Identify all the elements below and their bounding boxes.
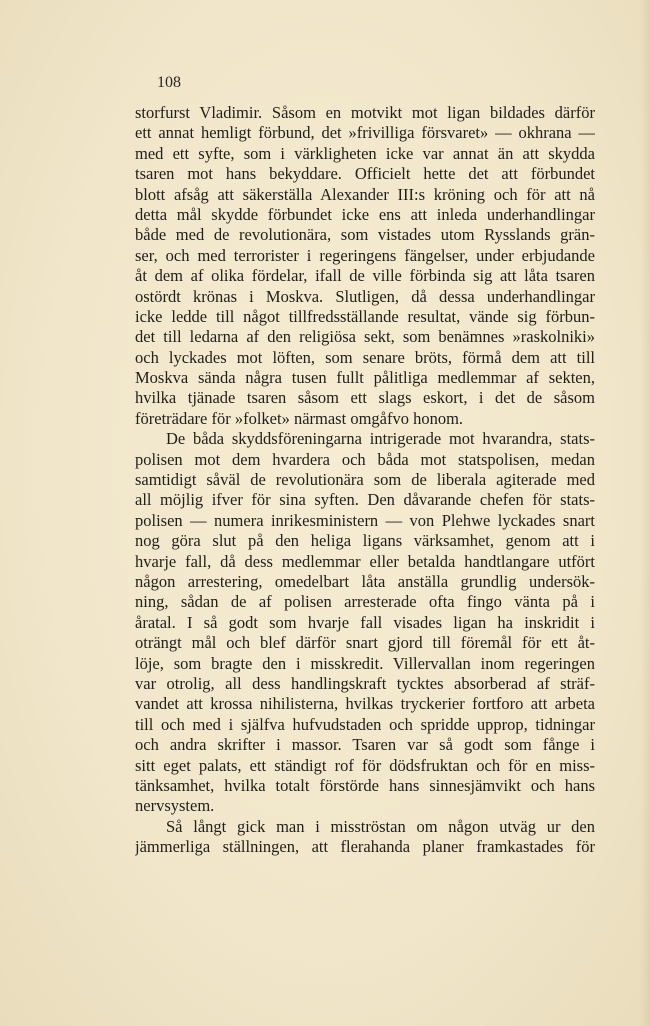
text-line: ostördt krönas i Moskva. Slutligen, då dessa underhandlingar bbox=[135, 286, 595, 306]
text-line: Moskva sända några tusen fullt pålitliga medlemmar af sekten, bbox=[135, 368, 595, 388]
text-line: tsaren mot hans bekyddare. Officielt hette det att förbundet bbox=[135, 164, 595, 184]
text-line: polisen — numera inrikesministern — von Plehwe lyckades snart bbox=[135, 510, 595, 530]
text-line: icke ledde till något tillfredsställande resultat, vände sig förbun- bbox=[135, 306, 595, 326]
text-line: storfurst Vladimir. Såsom en motvikt mot ligan bildades därför bbox=[135, 103, 595, 122]
text-line: nog göra slut på den heliga ligans värksamhet, genom att i bbox=[135, 531, 595, 551]
text-line: och lyckades mot löften, som senare bröts, förmå dem att till bbox=[135, 347, 595, 367]
text-line: oträngt mål och blef därför snart gjord till föremål för ett åt- bbox=[135, 633, 595, 653]
page-number: 108 bbox=[157, 74, 181, 91]
text-line: det till ledarna af den religiösa sekt, som benämnes »raskolniki» bbox=[135, 327, 595, 347]
text-line: De båda skyddsföreningarna intrigerade mot hvarandra, stats- bbox=[166, 429, 595, 449]
text-line: var otrolig, all dess handlingskraft tycktes absorberad af sträf- bbox=[135, 673, 595, 693]
text-line: hvarje fall, då dess medlemmar eller betalda handtlangare utfört bbox=[135, 551, 595, 571]
body-text bbox=[135, 103, 595, 857]
text-line: hvilka tjänade tsaren såsom ett slags eskort, i det de såsom bbox=[135, 388, 595, 408]
text-line: företrädare för »folket» närmast omgåfvo honom. bbox=[135, 408, 464, 428]
text-line: detta mål skydde förbundet icke ens att inleda underhandlingar bbox=[135, 204, 595, 224]
text-line: åt dem af olika fördelar, ifall de ville förbinda sig att låta tsaren bbox=[135, 266, 595, 286]
text-line: tänksamhet, hvilka totalt förstörde hans sinnesjämvikt och hans bbox=[135, 775, 595, 795]
text-line: Så långt gick man i misströstan om någon utväg ur den bbox=[166, 816, 595, 836]
text-line: till och med i själfva hufvudstaden och spridde upprop, tidningar bbox=[135, 714, 595, 734]
text-line: och andra skrifter i massor. Tsaren var så godt som fånge i bbox=[135, 735, 595, 755]
text-line: sitt eget palats, ett ständigt rof för dödsfruktan och för en miss- bbox=[135, 755, 595, 775]
text-line: ning, sådan de af polisen arresterade ofta fingo vänta på i bbox=[135, 592, 595, 612]
text-line: ser, och med terrorister i regeringens fängelser, under erbjudande bbox=[135, 245, 595, 265]
text-line: ett annat hemligt förbund, det »frivilliga försvaret» — okhrana — bbox=[135, 123, 595, 143]
text-line: samtidigt såväl de revolutionära som de liberala agiterade med bbox=[135, 470, 595, 490]
text-line: åratal. I så godt som hvarje fall visades ligan ha inskridit i bbox=[135, 612, 595, 632]
text-line: polisen mot dem hvardera och båda mot statspolisen, medan bbox=[135, 449, 595, 469]
text-line: med ett syfte, som i värkligheten icke var annat än att skydda bbox=[135, 143, 595, 163]
text-line: någon arrestering, omedelbart låta anställa grundlig undersök- bbox=[135, 571, 595, 591]
text-line: all möjlig ifver för sina syften. Den dåvarande chefen för stats- bbox=[135, 490, 595, 510]
text-line: nervsystem. bbox=[135, 796, 215, 816]
text-line: löje, som bragte den i misskredit. Villervallan inom regeringen bbox=[135, 653, 595, 673]
text-line: jämmerliga ställningen, att flerahanda planer framkastades för bbox=[135, 837, 595, 857]
text-line: blott afsåg att säkerställa Alexander III:s kröning och för att nå bbox=[135, 184, 595, 204]
page-edge-shadow bbox=[640, 0, 650, 1026]
text-line: både med de revolutionära, som vistades utom Rysslands grän- bbox=[135, 225, 595, 245]
text-line: vandet att krossa nihilisterna, hvilkas tryckerier fortforo att arbeta bbox=[135, 694, 595, 714]
